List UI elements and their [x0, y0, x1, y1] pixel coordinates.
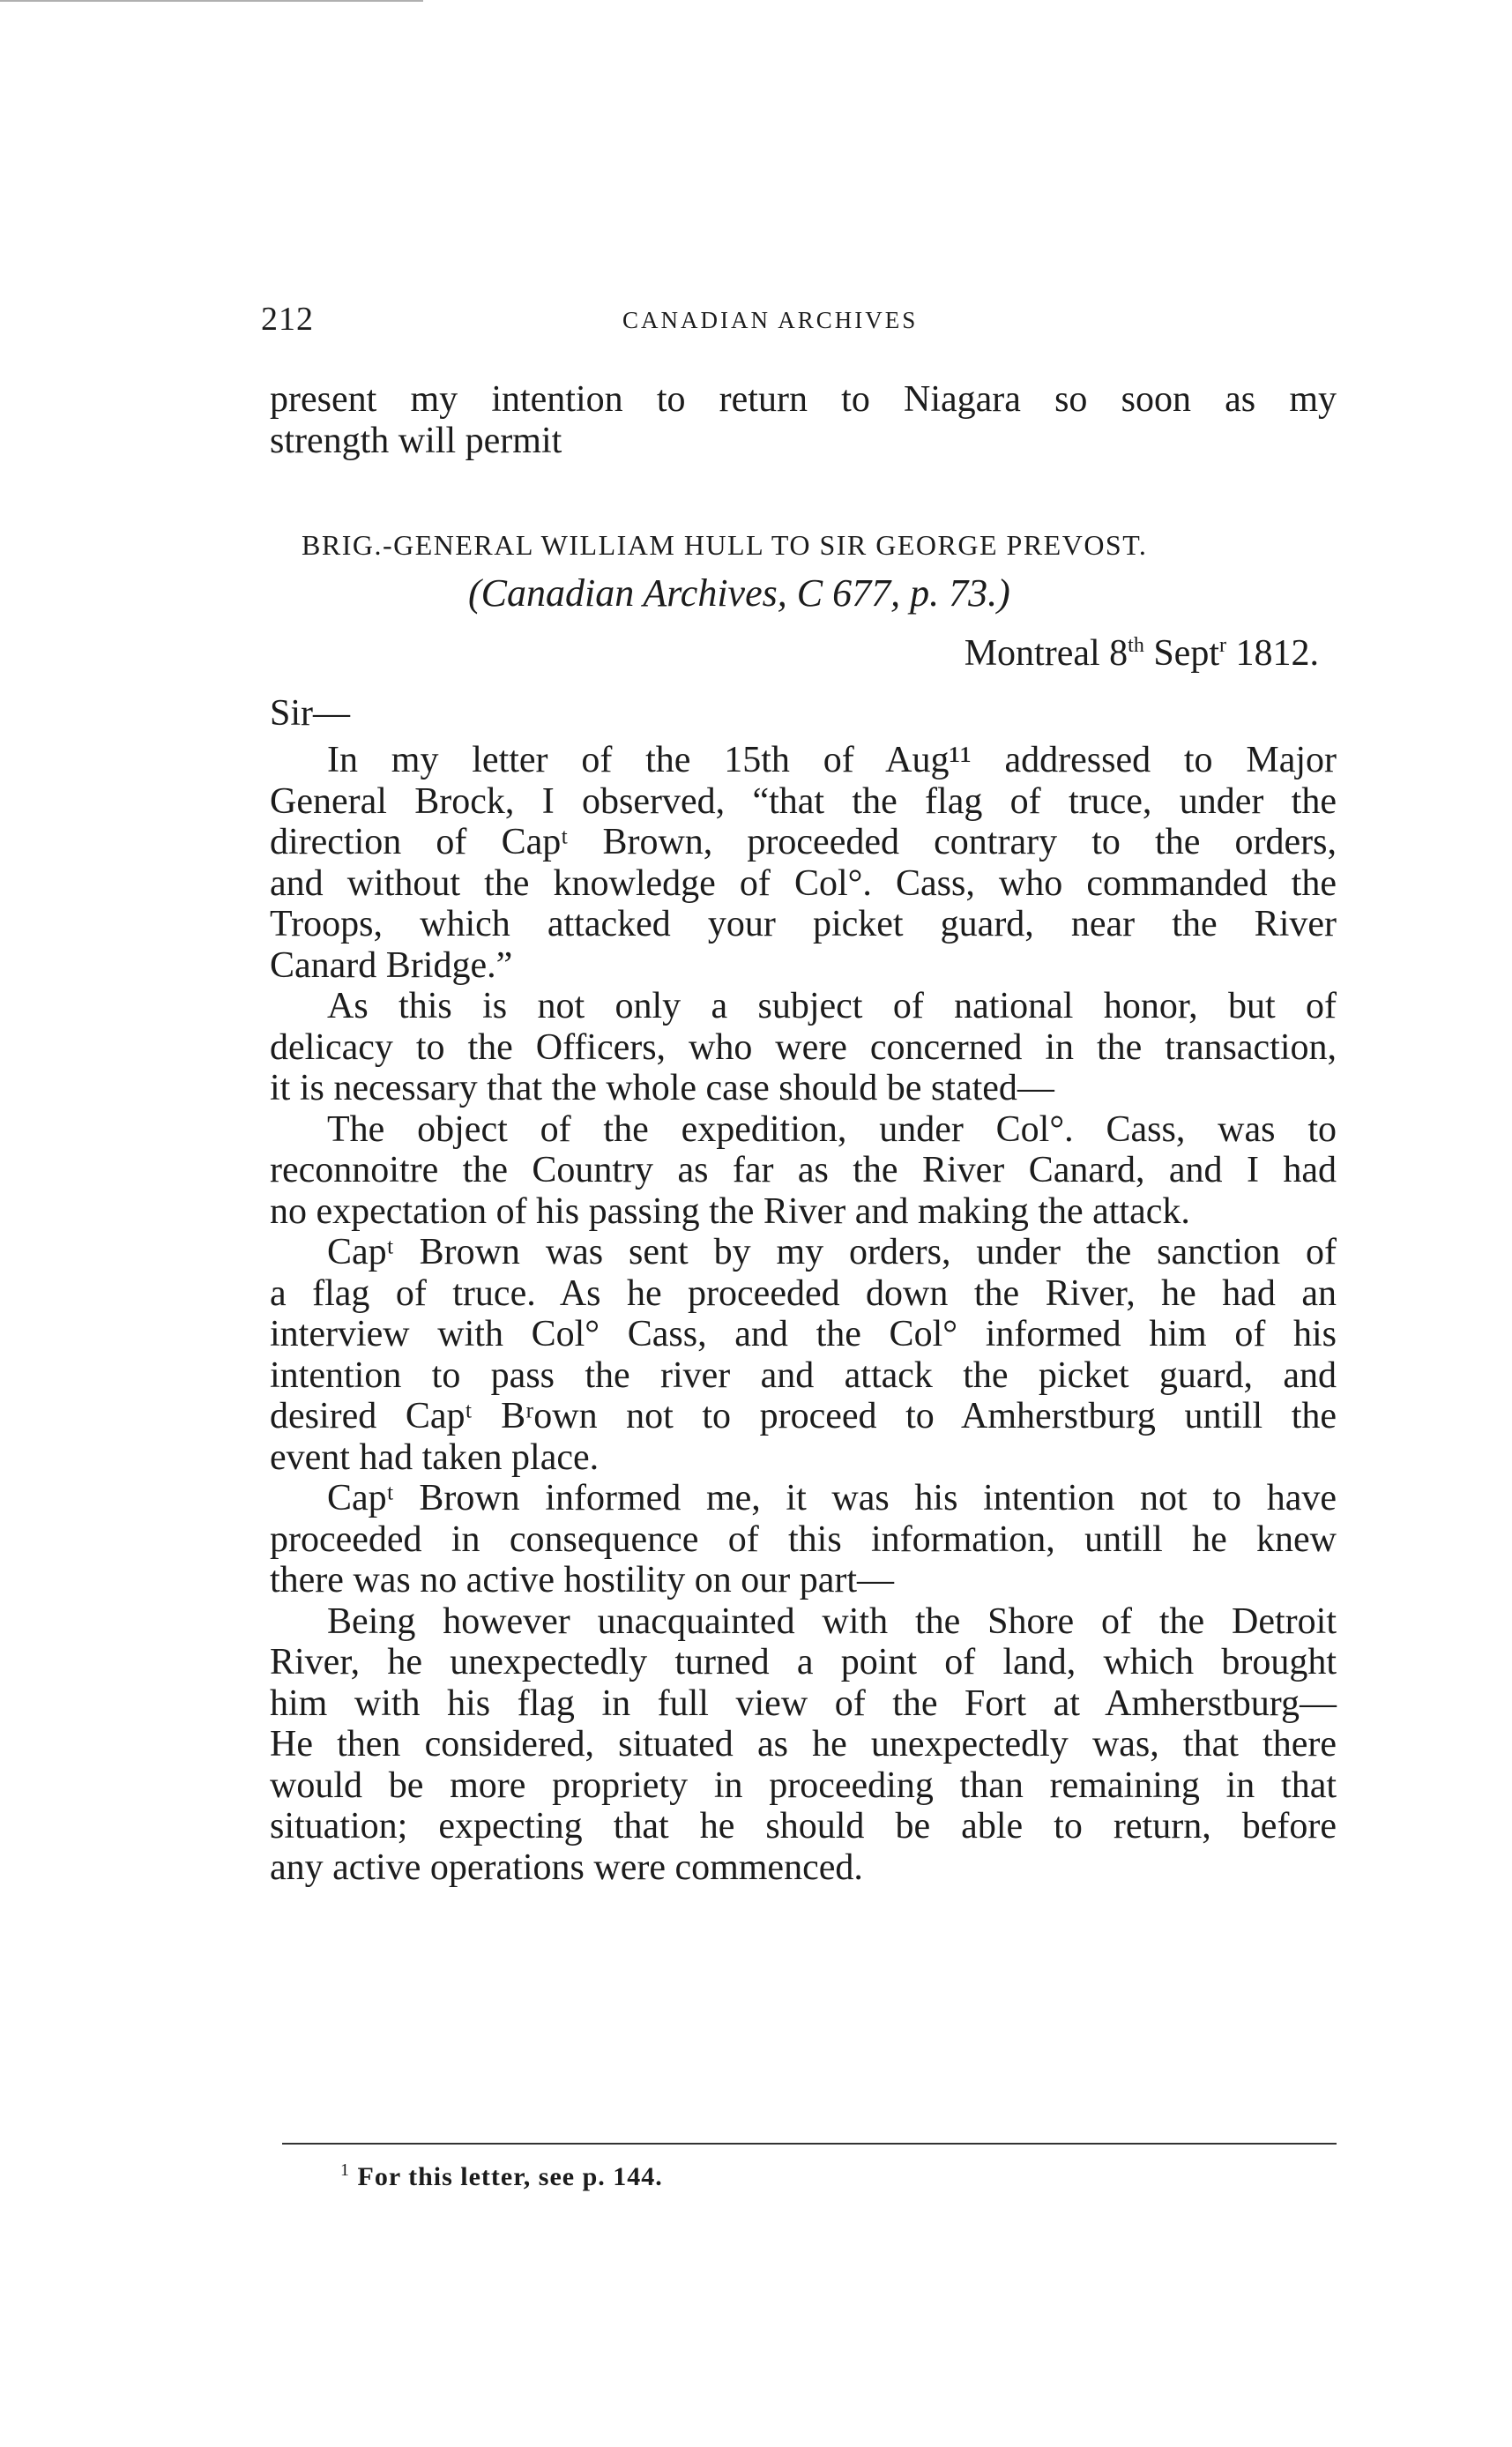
paragraph-line: it is necessary that the whole case should be stated— — [270, 1068, 1054, 1108]
date-month: Sept — [1153, 633, 1219, 674]
paragraph-line: any active operations were commenced. — [270, 1846, 863, 1888]
letter-body — [270, 740, 1337, 1888]
paragraph-line: reconnoitre the Country as far as the River Canard, and I had — [270, 1150, 1337, 1190]
paragraph-line: Canard Bridge.” — [270, 944, 513, 986]
page-body — [270, 379, 1337, 1888]
date-year: 1812. — [1235, 633, 1319, 674]
paragraph-line: Being however unacquainted with the Shore of the Detroit — [327, 1600, 1337, 1642]
paragraph-line: intention to pass the river and attack the picket guard, and — [270, 1354, 1337, 1396]
paragraph-line: there was no active hostility on our part— — [270, 1560, 894, 1600]
paragraph-line: delicacy to the Officers, who were concerned in the transaction, — [270, 1026, 1337, 1068]
paragraph-line: direction of Capᵗ Brown, proceeded contrary to the orders, — [270, 822, 1337, 862]
page-header — [261, 300, 1337, 342]
paragraph-line: The object of the expedition, under Col°. Cass, was to — [327, 1108, 1337, 1150]
paragraph — [270, 1232, 1337, 1478]
continuation-line: present my intention to return to Niagara so soon as my — [270, 379, 1337, 420]
footnote-rule — [282, 2143, 1337, 2145]
paragraph-line: In my letter of the 15th of Aug¹¹ addressed to Major — [327, 740, 1337, 780]
paragraph — [270, 1109, 1337, 1233]
paragraph-line: event had taken place. — [270, 1436, 600, 1478]
paragraph-line: Capᵗ Brown was sent by my orders, under the sanction of — [327, 1232, 1337, 1272]
paragraph — [270, 1478, 1337, 1601]
paragraph-line: would be more propriety in proceeding than remaining in that — [270, 1764, 1337, 1806]
paragraph-line: Capᵗ Brown informed me, it was his intention not to have — [327, 1478, 1337, 1518]
date-place: Montreal 8 — [964, 633, 1128, 674]
page-number: 212 — [261, 301, 314, 338]
letter-heading: BRIG.-GENERAL WILLIAM HULL TO SIR GEORGE PREVOST. — [302, 529, 1148, 561]
date-month-sup: r — [1219, 634, 1226, 657]
footnote — [340, 2162, 663, 2192]
letter-dateline — [270, 620, 1337, 687]
paragraph-line: General Brock, I observed, “that the flag of truce, under the — [270, 780, 1337, 822]
paragraph-line: He then considered, situated as he unexpectedly was, that there — [270, 1724, 1337, 1764]
date-day-sup: th — [1128, 634, 1144, 657]
footnote-text: For this letter, see p. 144. — [357, 2162, 663, 2191]
paragraph-line: a flag of truce. As he proceeded down the River, he had an — [270, 1272, 1337, 1314]
letter-source: (Canadian Archives, C 677, p. 73.) — [468, 571, 1010, 615]
footnote-marker: 1 — [340, 2160, 350, 2180]
paragraph-line: interview with Col° Cass, and the Col° informed him of his — [270, 1314, 1337, 1354]
paragraph-line: desired Capᵗ Bʳown not to proceed to Amherstburg untill the — [270, 1396, 1337, 1436]
paragraph-line: no expectation of his passing the River and making the attack. — [270, 1190, 1190, 1232]
paragraph-line: situation; expecting that he should be able to return, before — [270, 1806, 1337, 1846]
continuation-line: strength will permit — [270, 420, 562, 461]
paragraph-line: Troops, which attacked your picket guard, near the River — [270, 904, 1337, 944]
paragraph — [270, 1601, 1337, 1889]
paragraph-line: River, he unexpectedly turned a point of land, which brought — [270, 1642, 1337, 1682]
paragraph — [270, 986, 1337, 1109]
paragraph-line: As this is not only a subject of national honor, but of — [327, 986, 1337, 1026]
paragraph — [270, 740, 1337, 986]
paragraph-line: proceeded in consequence of this information, untill he knew — [270, 1518, 1337, 1560]
running-head: CANADIAN ARCHIVES — [622, 307, 919, 333]
salutation: Sir— — [270, 693, 351, 734]
paragraph-line: and without the knowledge of Col°. Cass, who commanded the — [270, 862, 1337, 904]
paragraph-line: him with his flag in full view of the Fort at Amherstburg— — [270, 1682, 1337, 1724]
top-edge-rule — [0, 0, 423, 2]
